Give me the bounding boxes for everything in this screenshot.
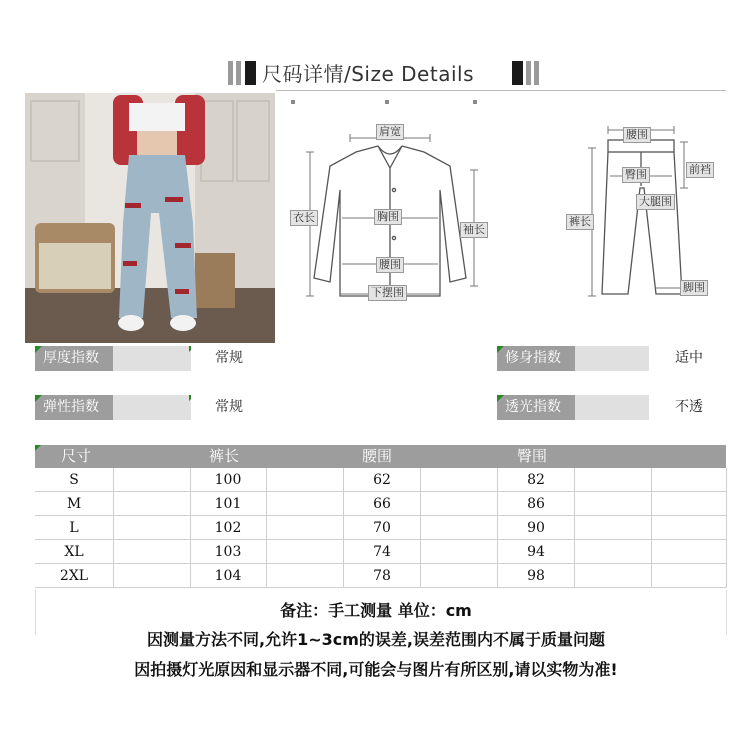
cell-hip: 90 <box>527 520 545 536</box>
section-header <box>0 55 752 91</box>
corner-marker <box>35 395 42 402</box>
attribute-scale <box>575 395 649 420</box>
label-shoulder: 肩宽 <box>376 124 404 140</box>
table-gridline <box>190 468 191 588</box>
cell-length: 100 <box>214 472 242 488</box>
note-tolerance: 因测量方法不同,允许1~3cm的误差,误差范围内不属于质量问题 <box>147 630 605 649</box>
header-divider <box>276 90 726 91</box>
corner-marker <box>497 346 504 353</box>
cell-waist: 70 <box>373 520 391 536</box>
cell-size: XL <box>64 544 84 560</box>
header-decor-bar <box>526 61 531 85</box>
table-gridline <box>113 468 114 588</box>
cell-size: L <box>69 520 79 536</box>
label-chest: 胸围 <box>374 209 402 225</box>
header-pants-length: 裤长 <box>209 447 240 465</box>
cell-waist: 62 <box>373 472 391 488</box>
table-gridline <box>574 468 575 588</box>
table-row <box>35 564 726 588</box>
table-row <box>35 516 726 540</box>
table-row <box>35 492 726 516</box>
label-thigh: 大腿围 <box>636 194 675 210</box>
table-gridline <box>497 468 498 588</box>
attribute-value: 不透 <box>649 395 729 420</box>
header-decor-bar <box>534 61 539 85</box>
table-gridline <box>343 468 344 588</box>
pants-diagram <box>566 118 736 308</box>
header-size: 尺寸 <box>61 447 92 465</box>
cell-length: 103 <box>214 544 242 560</box>
table-gridline <box>726 468 727 588</box>
corner-marker <box>497 395 504 402</box>
note-measurement: 备注：手工测量 单位：cm <box>280 601 472 620</box>
attribute-name: 透光指数 <box>497 395 575 420</box>
product-photo <box>25 93 275 343</box>
header-hip: 臀围 <box>517 447 548 465</box>
cell-waist: 66 <box>373 496 391 512</box>
attribute-scale <box>575 346 649 371</box>
label-hem: 下摆围 <box>368 285 407 301</box>
cell-size: S <box>69 472 79 488</box>
table-row <box>35 468 726 492</box>
header-decor-bar <box>236 61 241 85</box>
decor-dot <box>385 100 389 104</box>
cell-size: M <box>66 496 82 512</box>
decor-dot <box>291 100 295 104</box>
attribute-scale <box>113 395 191 420</box>
cell-waist: 74 <box>373 544 391 560</box>
decor-dot <box>473 100 477 104</box>
attribute-value: 适中 <box>649 346 729 371</box>
corner-marker <box>35 346 42 353</box>
attribute-thickness <box>35 346 267 371</box>
table-gridline <box>420 468 421 588</box>
label-waist: 腰围 <box>376 257 404 273</box>
table-gridline <box>651 468 652 588</box>
cell-hip: 86 <box>527 496 545 512</box>
shirt-diagram <box>290 118 500 308</box>
header-decor-block <box>512 61 523 85</box>
attribute-fit <box>497 346 729 371</box>
cell-length: 101 <box>214 496 242 512</box>
attribute-name: 弹性指数 <box>35 395 113 420</box>
cell-length: 102 <box>214 520 242 536</box>
cell-hip: 82 <box>527 472 545 488</box>
cell-hip: 98 <box>527 568 545 584</box>
header-waist: 腰围 <box>362 447 393 465</box>
cell-length: 104 <box>214 568 242 584</box>
table-gridline <box>266 468 267 588</box>
attribute-name: 修身指数 <box>497 346 575 371</box>
table-row <box>35 540 726 564</box>
label-sleeve: 袖长 <box>460 222 488 238</box>
header-decor-block <box>245 61 256 85</box>
label-pants-waist: 腰围 <box>623 127 651 143</box>
attribute-elasticity <box>35 395 267 420</box>
cell-size: 2XL <box>59 568 89 584</box>
attribute-scale <box>113 346 191 371</box>
attribute-transparency <box>497 395 729 420</box>
note-color-disclaimer: 因拍摄灯光原因和显示器不同,可能会与图片有所区别,请以实物为准! <box>134 660 618 679</box>
attribute-value: 常规 <box>191 395 267 420</box>
label-hip: 臀围 <box>622 167 650 183</box>
page-title: 尺码详情/Size Details <box>262 62 474 86</box>
corner-marker <box>35 445 41 451</box>
cell-waist: 78 <box>373 568 391 584</box>
label-rise: 前裆 <box>686 162 714 178</box>
cell-hip: 94 <box>527 544 545 560</box>
pants-outline-icon <box>566 118 736 308</box>
header-decor-bar <box>228 61 233 85</box>
table-header <box>35 445 726 468</box>
label-leg-opening: 脚围 <box>680 280 708 296</box>
label-pants-length: 裤长 <box>566 214 594 230</box>
attribute-name: 厚度指数 <box>35 346 113 371</box>
label-shirt-length: 衣长 <box>290 210 318 226</box>
attribute-value: 常规 <box>191 346 267 371</box>
